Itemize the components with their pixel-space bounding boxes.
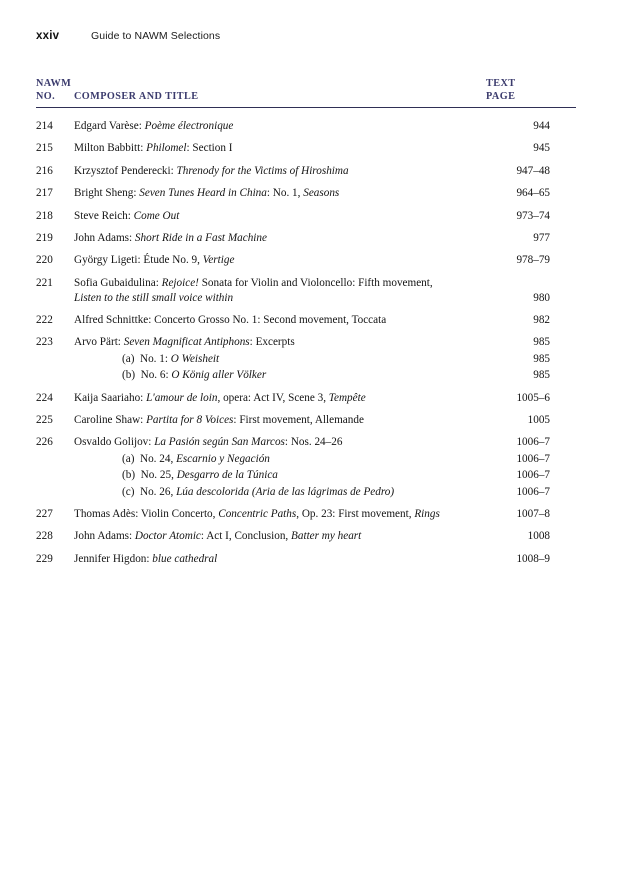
table-row bbox=[36, 119, 576, 134]
cell-composer-and-title: Jennifer Higdon: blue cathedral bbox=[74, 552, 218, 565]
cell-subentry-title: (c) No. 26, Lúa descolorida (Aria de las lágrimas de Pedro) bbox=[122, 485, 395, 498]
cell-text-page: 1007–8 bbox=[516, 507, 550, 520]
table-row bbox=[36, 335, 576, 350]
column-header-nawm: NAWM bbox=[36, 78, 72, 89]
cell-nawm-number: 229 bbox=[36, 552, 53, 565]
cell-composer-and-title: John Adams: Short Ride in a Fast Machine bbox=[74, 231, 267, 244]
cell-composer-and-title: Steve Reich: Come Out bbox=[74, 209, 180, 222]
table-row bbox=[36, 164, 576, 179]
cell-nawm-number: 223 bbox=[36, 336, 53, 349]
table-row bbox=[36, 352, 576, 367]
table-row bbox=[36, 552, 576, 567]
cell-nawm-number: 221 bbox=[36, 276, 53, 289]
table-row bbox=[36, 391, 576, 406]
cell-nawm-number: 214 bbox=[36, 120, 53, 132]
cell-composer-and-title: Milton Babbitt: Philomel: Section I bbox=[74, 142, 233, 155]
cell-text-page: 978–79 bbox=[516, 254, 550, 267]
table-body bbox=[36, 119, 576, 567]
cell-composer-and-title: Kaija Saariaho: L'amour de loin, opera: Act IV, Scene 3, Tempête bbox=[74, 391, 366, 404]
cell-nawm-number: 227 bbox=[36, 507, 53, 520]
cell-composer-and-title: Bright Sheng: Seven Tunes Heard in China: No. 1, Seasons bbox=[74, 187, 340, 200]
cell-text-page: 982 bbox=[533, 314, 550, 327]
table-row bbox=[36, 141, 576, 156]
column-header-title-spacer bbox=[74, 78, 462, 89]
cell-composer-and-title: John Adams: Doctor Atomic: Act I, Conclusion, Batter my heart bbox=[74, 530, 362, 543]
table-row bbox=[36, 507, 576, 522]
cell-text-page: 980 bbox=[533, 291, 550, 304]
running-head bbox=[36, 30, 575, 42]
cell-text-page: 1005–6 bbox=[516, 391, 550, 404]
cell-text-page: 985 bbox=[533, 352, 550, 365]
column-header-page: PAGE bbox=[486, 91, 516, 102]
cell-text-page: 964–65 bbox=[516, 187, 550, 200]
column-header-composer-and-title: COMPOSER AND TITLE bbox=[74, 91, 199, 102]
table-row bbox=[36, 529, 576, 544]
table-row bbox=[36, 485, 576, 500]
table-row bbox=[36, 209, 576, 224]
cell-composer-and-title: Arvo Pärt: Seven Magnificat Antiphons: Excerpts bbox=[74, 336, 295, 349]
cell-text-page: 1006–7 bbox=[516, 469, 550, 482]
cell-text-page: 1006–7 bbox=[516, 436, 550, 449]
cell-nawm-number: 225 bbox=[36, 413, 53, 426]
cell-composer-and-title: Sofia Gubaidulina: Rejoice! Sonata for Violin and Violoncello: Fifth movement, Listen to the still small voice within bbox=[74, 276, 433, 304]
cell-nawm-number: 228 bbox=[36, 530, 53, 543]
cell-nawm-number: 226 bbox=[36, 436, 53, 449]
cell-composer-and-title: Krzysztof Penderecki: Threnody for the Victims of Hiroshima bbox=[74, 164, 349, 177]
cell-subentry-title: (b) No. 6: O König aller Völker bbox=[122, 369, 267, 382]
cell-nawm-number: 218 bbox=[36, 209, 53, 222]
cell-text-page: 945 bbox=[533, 142, 550, 155]
cell-text-page: 944 bbox=[533, 120, 550, 132]
column-header-text: TEXT bbox=[486, 78, 516, 89]
running-head-title: Guide to NAWM Selections bbox=[91, 30, 221, 42]
cell-composer-and-title: Thomas Adès: Violin Concerto, Concentric Paths, Op. 23: First movement, Rings bbox=[74, 507, 440, 520]
cell-text-page: 985 bbox=[533, 369, 550, 382]
page-folio: xxiv bbox=[36, 30, 60, 42]
table-row bbox=[36, 413, 576, 428]
cell-composer-and-title: György Ligeti: Étude No. 9, Vertige bbox=[74, 254, 235, 267]
cell-composer-and-title: Edgard Varèse: Poème électronique bbox=[74, 120, 234, 132]
selections-table bbox=[36, 78, 576, 567]
table-row bbox=[36, 276, 576, 306]
cell-composer-and-title: Caroline Shaw: Partita for 8 Voices: First movement, Allemande bbox=[74, 413, 364, 426]
table-row bbox=[36, 313, 576, 328]
cell-composer-and-title: Alfred Schnittke: Concerto Grosso No. 1: Second movement, Toccata bbox=[74, 314, 387, 327]
cell-subentry-title: (a) No. 1: O Weisheit bbox=[122, 352, 220, 365]
table-row bbox=[36, 186, 576, 201]
cell-nawm-number: 219 bbox=[36, 231, 53, 244]
cell-subentry-title: (b) No. 25, Desgarro de la Túnica bbox=[122, 469, 278, 482]
cell-text-page: 977 bbox=[533, 231, 550, 244]
cell-text-page: 1008–9 bbox=[516, 552, 550, 565]
table-header-row-2 bbox=[36, 91, 576, 102]
cell-text-page: 1006–7 bbox=[516, 452, 550, 465]
cell-nawm-number: 217 bbox=[36, 187, 53, 200]
column-header-no: NO. bbox=[36, 91, 56, 102]
cell-nawm-number: 216 bbox=[36, 164, 53, 177]
cell-text-page: 1008 bbox=[527, 530, 550, 543]
table-row bbox=[36, 231, 576, 246]
table-row bbox=[36, 452, 576, 467]
cell-subentry-title: (a) No. 24, Escarnio y Negación bbox=[122, 452, 270, 465]
cell-text-page: 1006–7 bbox=[516, 485, 550, 498]
cell-composer-and-title: Osvaldo Golijov: La Pasión según San Marcos: Nos. 24–26 bbox=[74, 436, 343, 449]
table-row bbox=[36, 253, 576, 268]
table-row bbox=[36, 435, 576, 450]
cell-text-page: 947–48 bbox=[516, 164, 550, 177]
cell-text-page: 985 bbox=[533, 336, 550, 349]
cell-text-page: 1005 bbox=[527, 413, 550, 426]
cell-text-page: 973–74 bbox=[516, 209, 550, 222]
cell-nawm-number: 224 bbox=[36, 391, 53, 404]
table-row bbox=[36, 368, 576, 383]
header-rule bbox=[36, 107, 576, 108]
cell-nawm-number: 222 bbox=[36, 314, 53, 327]
table-row bbox=[36, 468, 576, 483]
table-header-row-1 bbox=[36, 78, 576, 89]
cell-nawm-number: 220 bbox=[36, 254, 53, 267]
cell-nawm-number: 215 bbox=[36, 142, 53, 155]
